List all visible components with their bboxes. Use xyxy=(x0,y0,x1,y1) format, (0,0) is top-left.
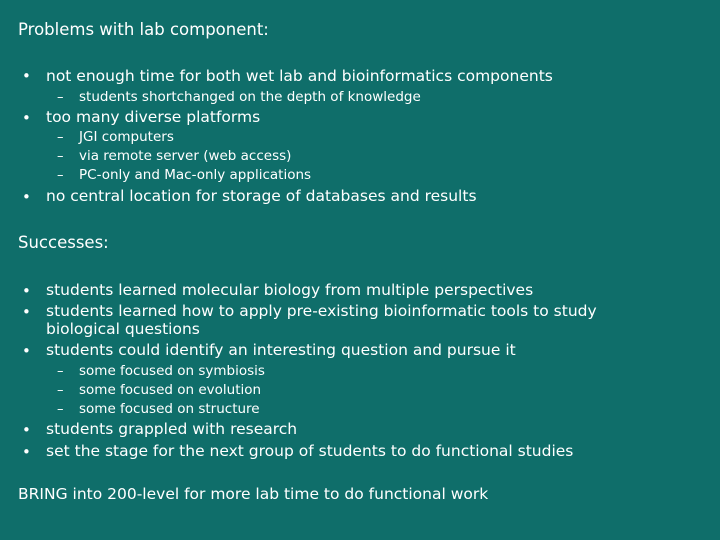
bullet-icon: • xyxy=(22,188,31,206)
dash-icon: – xyxy=(57,168,64,183)
dash-icon: – xyxy=(57,383,64,398)
problem-item: no central location for storage of databases and results xyxy=(46,187,477,205)
problem-item: too many diverse platforms xyxy=(46,108,261,126)
problem-subitem: via remote server (web access) xyxy=(79,148,292,164)
success-item-continuation: biological questions xyxy=(46,320,200,338)
bullet-icon: • xyxy=(22,303,31,321)
success-subitem: some focused on symbiosis xyxy=(79,363,265,379)
problems-heading: Problems with lab component: xyxy=(18,20,269,39)
bullet-icon: • xyxy=(22,109,31,127)
success-item: set the stage for the next group of students to do functional studies xyxy=(46,442,574,460)
bullet-icon: • xyxy=(22,443,31,461)
dash-icon: – xyxy=(57,149,64,164)
problem-subitem: students shortchanged on the depth of knowledge xyxy=(79,89,421,105)
problem-item: not enough time for both wet lab and bioinformatics components xyxy=(46,67,553,85)
bullet-icon: • xyxy=(22,342,31,360)
bullet-icon: • xyxy=(22,421,31,439)
bullet-icon: • xyxy=(22,282,31,300)
dash-icon: – xyxy=(57,364,64,379)
bullet-icon: • xyxy=(22,67,31,85)
dash-icon: – xyxy=(57,90,64,105)
success-subitem: some focused on evolution xyxy=(79,382,262,398)
success-subitem: some focused on structure xyxy=(79,401,260,417)
dash-icon: – xyxy=(57,130,64,145)
success-item: students learned molecular biology from multiple perspectives xyxy=(46,281,534,299)
closing-statement: BRING into 200-level for more lab time to do functional work xyxy=(18,485,489,503)
success-item: students learned how to apply pre-existing bioinformatic tools to study xyxy=(46,302,597,320)
success-item: students could identify an interesting question and pursue it xyxy=(46,341,516,359)
problem-subitem: JGI computers xyxy=(79,129,174,145)
success-item: students grappled with research xyxy=(46,420,298,438)
dash-icon: – xyxy=(57,402,64,417)
problem-subitem: PC-only and Mac-only applications xyxy=(79,167,312,183)
successes-heading: Successes: xyxy=(18,233,109,252)
